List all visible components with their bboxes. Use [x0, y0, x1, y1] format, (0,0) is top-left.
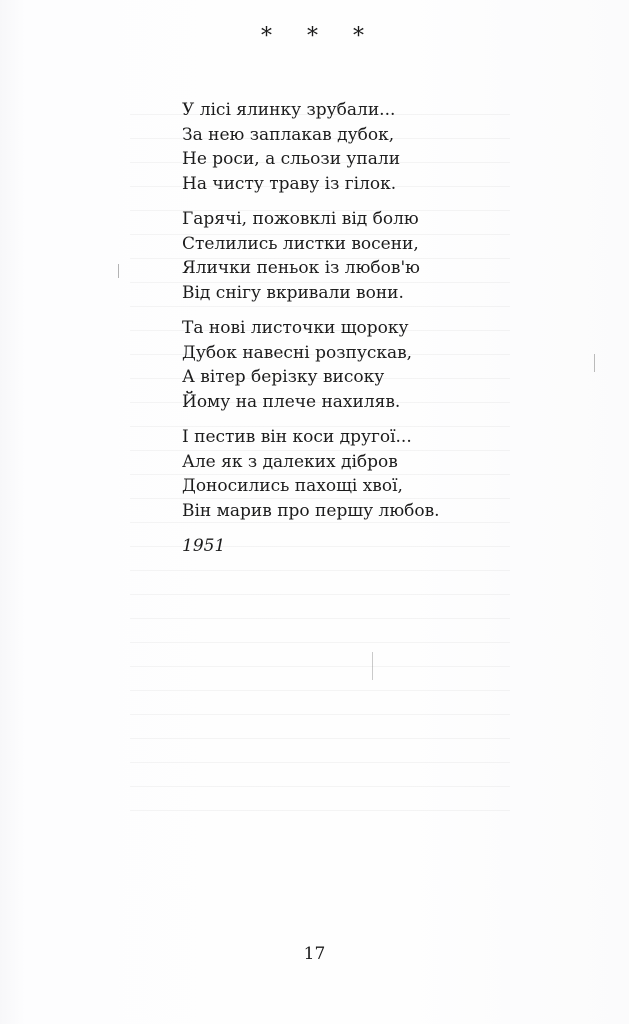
stanza-4 — [182, 425, 602, 523]
poem-line: За нею заплакав дубок, — [182, 124, 395, 145]
stray-mark — [594, 354, 595, 372]
section-ornament: * * * — [261, 24, 378, 49]
stanza-1 — [182, 98, 602, 196]
poem-line: Та нові листочки щороку — [182, 318, 409, 338]
poem-line: Але як з далеких дібров — [182, 451, 398, 472]
poem-line: Від снігу вкривали вони. — [182, 282, 404, 303]
poem-line: І пестив він коси другої... — [182, 427, 412, 447]
page-number: 17 — [303, 944, 326, 964]
poem-line: Доносились пахощі хвої, — [182, 476, 403, 496]
poem — [182, 98, 602, 558]
poem-line: Не роси, а сльози упали — [182, 149, 401, 169]
poem-line: Ялички пеньок із любов'ю — [182, 258, 420, 278]
stray-mark — [118, 264, 119, 278]
poem-line: Він марив про першу любов. — [182, 500, 440, 521]
stanza-2 — [182, 207, 602, 305]
poem-line: На чисту траву із гілок. — [182, 173, 397, 194]
poem-line: Гарячі, пожовклі від болю — [182, 209, 419, 229]
poem-line: А вітер берізку високу — [182, 367, 385, 387]
stanza-3 — [182, 316, 602, 414]
stray-mark — [372, 652, 373, 680]
poem-line: Йому на плече нахиляв. — [182, 391, 401, 412]
poem-year: 1951 — [182, 536, 226, 556]
poem-line: Дубок навесні розпускав, — [182, 342, 413, 363]
poem-line: Стелились листки восени, — [182, 233, 419, 254]
poem-line: У лісі ялинку зрубали... — [182, 100, 396, 120]
